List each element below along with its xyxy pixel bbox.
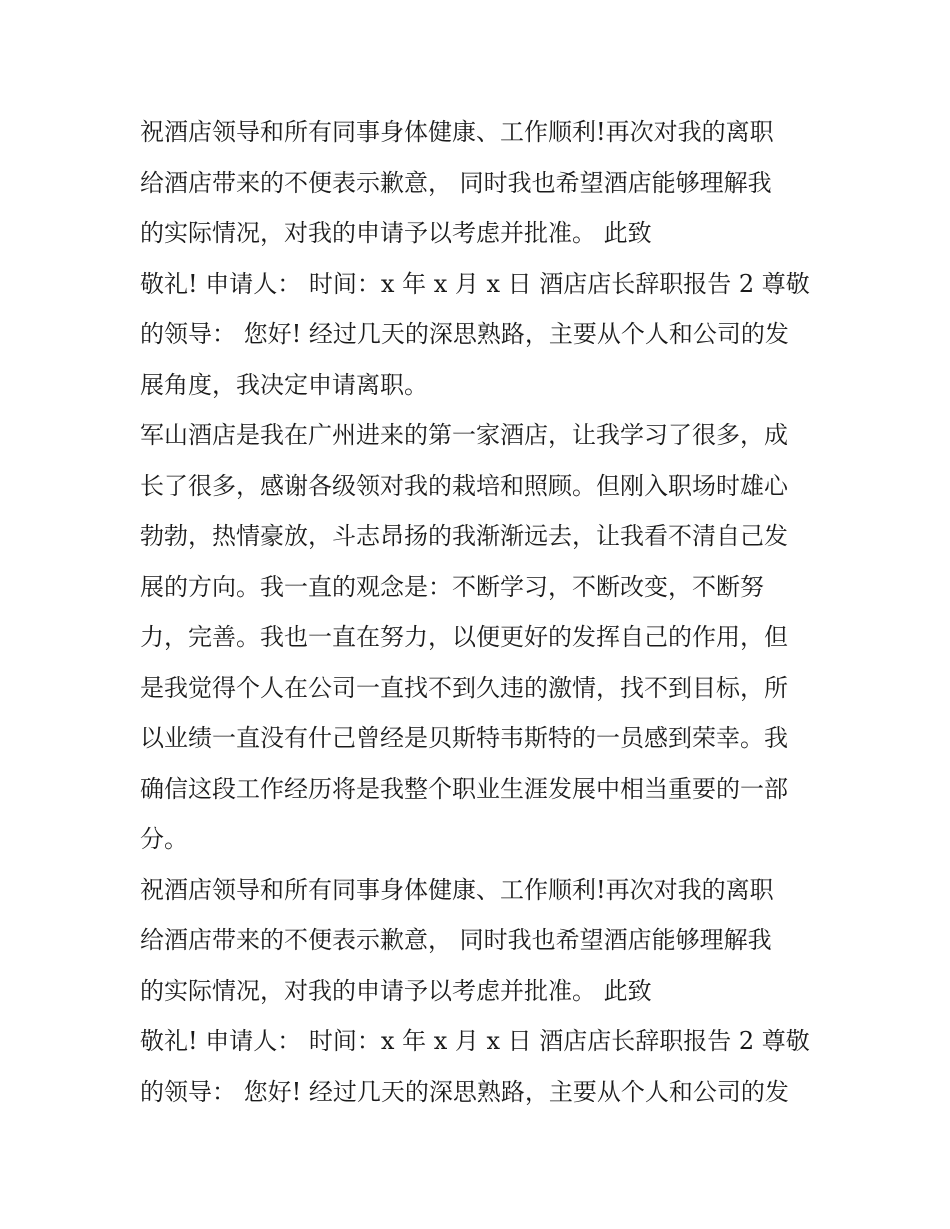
text-line: 勃勃，热情豪放，斗志昂扬的我渐渐远去，让我看不清自己发 xyxy=(140,522,788,550)
text-line: 长了很多，感谢各级领对我的栽培和照顾。但刚入职场时雄心 xyxy=(140,471,788,500)
text-line: 是我觉得个人在公司一直找不到久违的激情，找不到目标，所 xyxy=(140,673,788,702)
text-line: 分。 xyxy=(140,825,188,853)
text-line: 敬礼! 申请人： 时间：x 年 x 月 x 日 酒店店长辞职报告 2 尊敬 xyxy=(140,1027,810,1055)
text-line: 祝酒店领导和所有同事身体健康、工作顺利!再次对我的离职 xyxy=(140,118,774,146)
text-line: 力，完善。我也一直在努力，以便更好的发挥自己的作用，但 xyxy=(140,623,788,651)
text-line: 的实际情况，对我的申请予以考虑并批准。 此致 xyxy=(140,976,652,1005)
text-line: 军山酒店是我在广州进来的第一家酒店，让我学习了很多，成 xyxy=(140,421,788,449)
text-line: 展角度，我决定申请离职。 xyxy=(140,370,428,399)
document-body xyxy=(140,107,830,1117)
text-line: 确信这段工作经历将是我整个职业生涯发展中相当重要的一部 xyxy=(140,774,788,803)
text-line: 的实际情况，对我的申请予以考虑并批准。 此致 xyxy=(140,219,652,247)
text-line: 展的方向。我一直的观念是：不断学习，不断改变，不断努 xyxy=(140,572,764,601)
text-line: 的领导： 您好! 经过几天的深思熟路，主要从个人和公司的发 xyxy=(140,1077,789,1106)
text-line: 以业绩一直没有什己曾经是贝斯特韦斯特的一员感到荣幸。我 xyxy=(140,724,788,752)
text-line: 祝酒店领导和所有同事身体健康、工作顺利!再次对我的离职 xyxy=(140,875,774,904)
text-line: 敬礼! 申请人： 时间：x 年 x 月 x 日 酒店店长辞职报告 2 尊敬 xyxy=(140,269,810,298)
text-line: 给酒店带来的不便表示歉意， 同时我也希望酒店能够理解我 xyxy=(140,168,772,197)
text-line: 的领导： 您好! 经过几天的深思熟路，主要从个人和公司的发 xyxy=(140,320,789,348)
text-line: 给酒店带来的不便表示歉意， 同时我也希望酒店能够理解我 xyxy=(140,926,772,954)
